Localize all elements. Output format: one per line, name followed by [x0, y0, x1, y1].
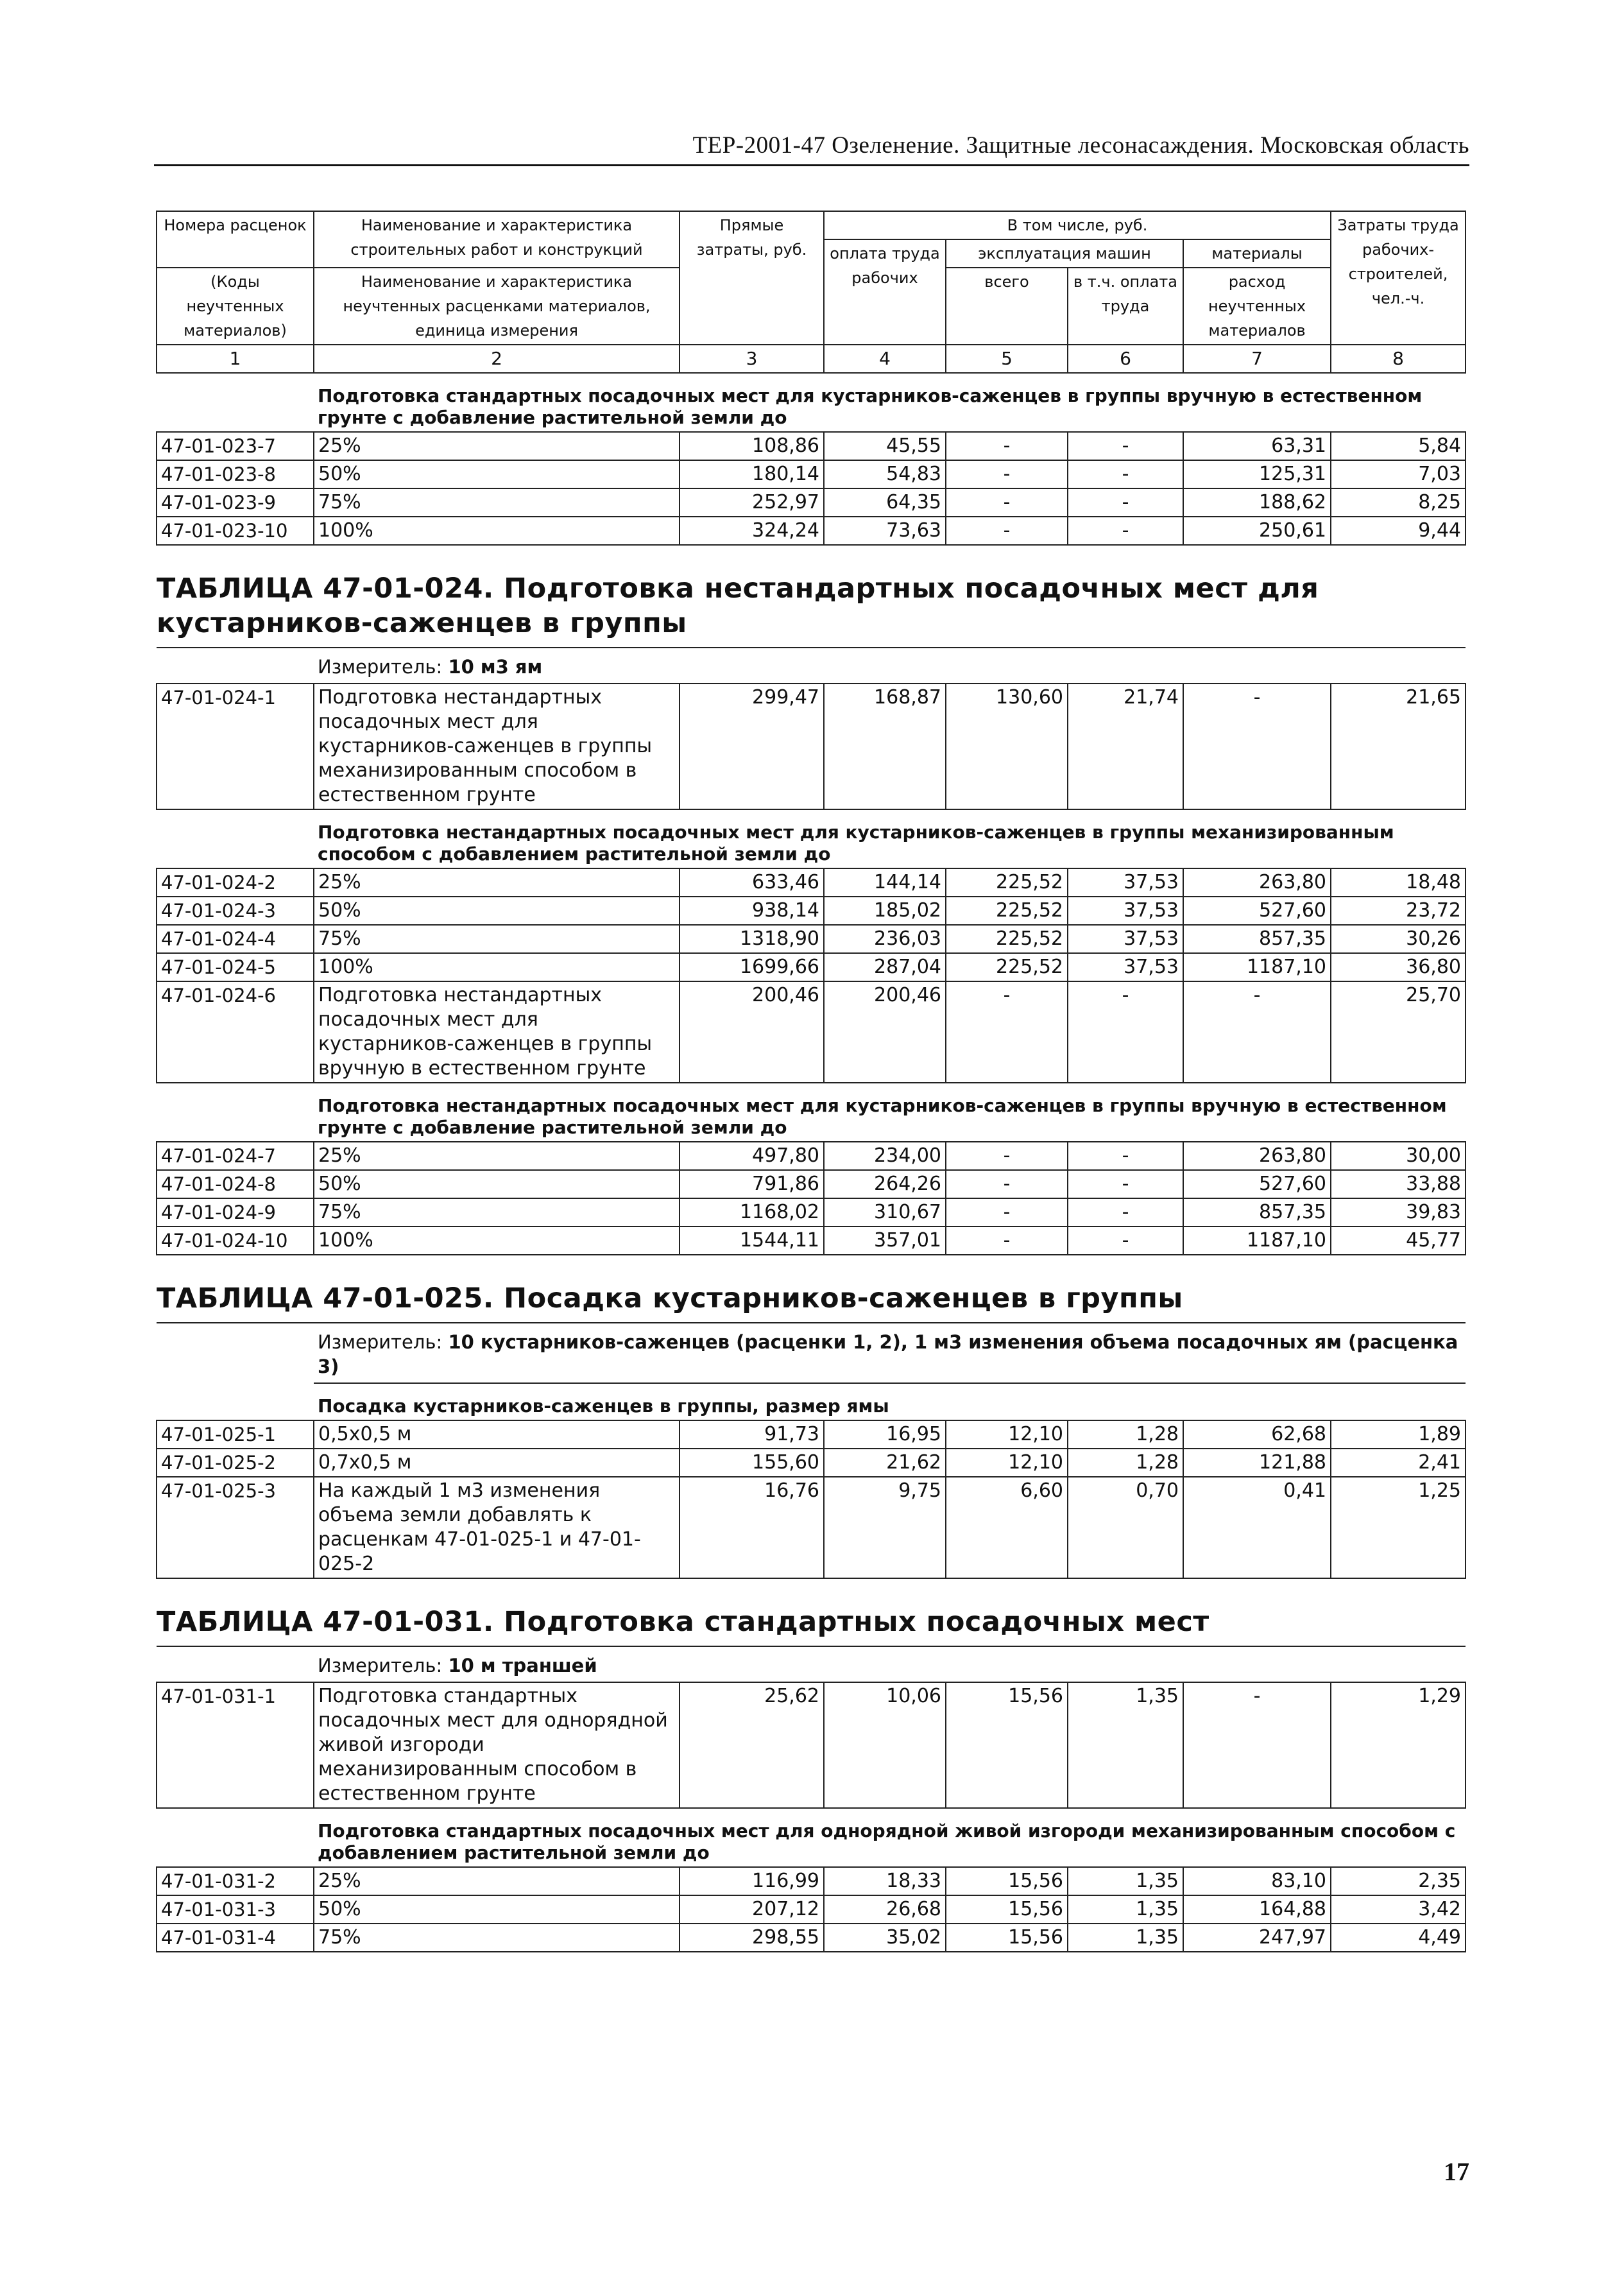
table-row [157, 868, 1466, 897]
materials-cell: 250,61 [1183, 517, 1331, 545]
rate-rows-024a [157, 868, 1466, 981]
labor-pay-cell: 264,26 [824, 1170, 946, 1198]
measure-label: Измеритель: [318, 1331, 443, 1353]
materials-cell: - [1183, 981, 1331, 1083]
labor-pay-cell: 236,03 [824, 925, 946, 953]
section-heading-text: Подготовка нестандартных посадочных мест для кустарников-саженцев в группы механизированным способом с добавлением растительной земли до [314, 809, 1466, 868]
labor-hours-cell: 21,65 [1331, 684, 1466, 809]
measure-value: 10 м траншей [448, 1655, 597, 1676]
rate-code-cell: 47-01-024-2 [157, 868, 314, 897]
page-number: 17 [1444, 2157, 1469, 2186]
labor-pay-cell: 73,63 [824, 517, 946, 545]
column-number: 7 [1183, 345, 1331, 373]
section-heading-text: Подготовка стандартных посадочных мест для кустарников-саженцев в группы вручную в естественном грунте с добавление растительной земли до [314, 373, 1466, 432]
table-title-text: ТАБЛИЦА 47-01-025. Посадка кустарников-саженцев в группы [157, 1255, 1466, 1323]
direct-costs-cell: 1544,11 [680, 1227, 824, 1255]
header-material-names: Наименование и характеристика неучтенных расценками материалов, единица измерения [314, 268, 680, 345]
machines-labor-cell: - [1068, 1170, 1183, 1198]
work-description-cell: 100% [314, 953, 680, 981]
table-row [157, 684, 1466, 809]
measure-value: 10 кустарников-саженцев (расценки 1, 2), 1 м3 изменения объема посадочных ям (расценка 3) [318, 1331, 1458, 1377]
work-description-cell: Подготовка нестандартных посадочных мест для кустарников-саженцев в группы механизированным способом в естественном грунте [314, 684, 680, 809]
table-row [157, 460, 1466, 488]
materials-cell: 857,35 [1183, 1198, 1331, 1227]
section-heading [157, 1083, 1466, 1142]
rate-code-cell: 47-01-031-1 [157, 1682, 314, 1808]
direct-costs-cell: 200,46 [680, 981, 824, 1083]
labor-hours-cell: 2,41 [1331, 1449, 1466, 1477]
machines-total-cell: 225,52 [946, 897, 1068, 925]
column-number: 8 [1331, 345, 1466, 373]
machines-labor-cell: 1,35 [1068, 1924, 1183, 1952]
rates-table [156, 211, 1466, 1952]
work-description-cell: 25% [314, 868, 680, 897]
table-row [157, 488, 1466, 517]
machines-labor-cell: 1,28 [1068, 1420, 1183, 1449]
work-description-cell: На каждый 1 м3 изменения объема земли добавлять к расценкам 47-01-025-1 и 47-01-025-2 [314, 1477, 680, 1578]
materials-cell: 63,31 [1183, 432, 1331, 460]
rate-code-cell: 47-01-023-8 [157, 460, 314, 488]
table-row [157, 1449, 1466, 1477]
labor-hours-cell: 18,48 [1331, 868, 1466, 897]
direct-costs-cell: 252,97 [680, 488, 824, 517]
work-description-cell: Подготовка стандартных посадочных мест для однорядной живой изгороди механизированным способом в естественном грунте [314, 1682, 680, 1808]
materials-cell: 62,68 [1183, 1420, 1331, 1449]
machines-total-cell: 12,10 [946, 1420, 1068, 1449]
materials-cell: - [1183, 684, 1331, 809]
column-number: 4 [824, 345, 946, 373]
table-row [157, 1420, 1466, 1449]
machines-total-cell: 6,60 [946, 1477, 1068, 1578]
measure-row [157, 1323, 1466, 1383]
header-machines: эксплуатация машин [946, 239, 1183, 268]
direct-costs-cell: 108,86 [680, 432, 824, 460]
machines-total-cell: - [946, 981, 1068, 1083]
header-materials: материалы [1183, 239, 1331, 268]
rate-code-cell: 47-01-024-7 [157, 1142, 314, 1170]
table-title-024 [157, 545, 1466, 648]
labor-hours-cell: 5,84 [1331, 432, 1466, 460]
work-description-cell: 50% [314, 1170, 680, 1198]
measure-text [314, 648, 1466, 684]
table-row [157, 981, 1466, 1083]
rate-code-cell: 47-01-024-10 [157, 1227, 314, 1255]
machines-labor-cell: 21,74 [1068, 684, 1183, 809]
machines-labor-cell: - [1068, 981, 1183, 1083]
work-description-cell: 100% [314, 1227, 680, 1255]
labor-pay-cell: 144,14 [824, 868, 946, 897]
machines-labor-cell: - [1068, 432, 1183, 460]
machines-total-cell: - [946, 488, 1068, 517]
section-heading [157, 809, 1466, 868]
machines-labor-cell: 37,53 [1068, 897, 1183, 925]
labor-pay-cell: 9,75 [824, 1477, 946, 1578]
header-material-codes: (Коды неучтенных материалов) [157, 268, 314, 345]
materials-cell: 857,35 [1183, 925, 1331, 953]
labor-pay-cell: 200,46 [824, 981, 946, 1083]
column-number: 3 [680, 345, 824, 373]
table-row [157, 1867, 1466, 1895]
table-title-025 [157, 1255, 1466, 1323]
machines-labor-cell: 0,70 [1068, 1477, 1183, 1578]
rate-rows-031 [157, 1867, 1466, 1952]
work-description-cell: 25% [314, 1142, 680, 1170]
work-description-cell: 75% [314, 1198, 680, 1227]
labor-pay-cell: 54,83 [824, 460, 946, 488]
table-row [157, 1198, 1466, 1227]
labor-pay-cell: 64,35 [824, 488, 946, 517]
labor-pay-cell: 287,04 [824, 953, 946, 981]
machines-total-cell: 15,56 [946, 1867, 1068, 1895]
section-heading [157, 1383, 1466, 1420]
labor-hours-cell: 45,77 [1331, 1227, 1466, 1255]
direct-costs-cell: 180,14 [680, 460, 824, 488]
materials-cell: 0,41 [1183, 1477, 1331, 1578]
machines-labor-cell: - [1068, 517, 1183, 545]
work-description-cell: 100% [314, 517, 680, 545]
materials-cell: 188,62 [1183, 488, 1331, 517]
rate-rows-024b [157, 1142, 1466, 1255]
rate-row-024-6 [157, 981, 1466, 1083]
work-description-cell: 75% [314, 925, 680, 953]
labor-hours-cell: 1,25 [1331, 1477, 1466, 1578]
materials-cell: 263,80 [1183, 868, 1331, 897]
table-row [157, 1477, 1466, 1578]
rate-code-cell: 47-01-023-7 [157, 432, 314, 460]
direct-costs-cell: 1168,02 [680, 1198, 824, 1227]
materials-cell: 247,97 [1183, 1924, 1331, 1952]
labor-pay-cell: 35,02 [824, 1924, 946, 1952]
labor-pay-cell: 45,55 [824, 432, 946, 460]
rate-code-cell: 47-01-024-5 [157, 953, 314, 981]
machines-total-cell: 15,56 [946, 1682, 1068, 1808]
rate-code-cell: 47-01-025-2 [157, 1449, 314, 1477]
section-heading-text: Посадка кустарников-саженцев в группы, размер ямы [314, 1383, 1466, 1420]
work-description-cell: 50% [314, 897, 680, 925]
column-number: 1 [157, 345, 314, 373]
materials-cell: 121,88 [1183, 1449, 1331, 1477]
machines-labor-cell: - [1068, 1198, 1183, 1227]
work-description-cell: 0,7х0,5 м [314, 1449, 680, 1477]
machines-total-cell: 12,10 [946, 1449, 1068, 1477]
rate-code-cell: 47-01-023-9 [157, 488, 314, 517]
table-title-text: ТАБЛИЦА 47-01-031. Подготовка стандартных посадочных мест [157, 1578, 1466, 1646]
labor-hours-cell: 25,70 [1331, 981, 1466, 1083]
machines-total-cell: 15,56 [946, 1895, 1068, 1924]
measure-label: Измеритель: [318, 1655, 443, 1676]
section-heading-text: Подготовка стандартных посадочных мест для однорядной живой изгороди механизированным способом с добавлением растительной земли до [314, 1808, 1466, 1867]
labor-hours-cell: 3,42 [1331, 1895, 1466, 1924]
labor-hours-cell: 7,03 [1331, 460, 1466, 488]
header-including: В том числе, руб. [824, 211, 1331, 239]
measure-text [314, 1646, 1466, 1682]
direct-costs-cell: 25,62 [680, 1682, 824, 1808]
table-title-031 [157, 1578, 1466, 1646]
labor-pay-cell: 18,33 [824, 1867, 946, 1895]
header-machines-total: всего [946, 268, 1068, 345]
table-title-text: ТАБЛИЦА 47-01-024. Подготовка нестандартных посадочных мест для кустарников-саженцев в группы [157, 545, 1466, 648]
labor-hours-cell: 33,88 [1331, 1170, 1466, 1198]
measure-text [314, 1323, 1466, 1383]
machines-labor-cell: 37,53 [1068, 925, 1183, 953]
direct-costs-cell: 16,76 [680, 1477, 824, 1578]
table-row [157, 1170, 1466, 1198]
direct-costs-cell: 791,86 [680, 1170, 824, 1198]
machines-labor-cell: 1,35 [1068, 1895, 1183, 1924]
table-row [157, 517, 1466, 545]
table-row [157, 432, 1466, 460]
measure-row [157, 648, 1466, 684]
labor-hours-cell: 23,72 [1331, 897, 1466, 925]
labor-pay-cell: 234,00 [824, 1142, 946, 1170]
materials-cell: - [1183, 1682, 1331, 1808]
direct-costs-cell: 91,73 [680, 1420, 824, 1449]
rate-row-031-1 [157, 1682, 1466, 1808]
column-number: 6 [1068, 345, 1183, 373]
work-description-cell: 75% [314, 488, 680, 517]
labor-hours-cell: 4,49 [1331, 1924, 1466, 1952]
table-row [157, 1142, 1466, 1170]
rate-code-cell: 47-01-024-9 [157, 1198, 314, 1227]
labor-pay-cell: 26,68 [824, 1895, 946, 1924]
machines-labor-cell: - [1068, 1142, 1183, 1170]
materials-cell: 527,60 [1183, 1170, 1331, 1198]
labor-pay-cell: 21,62 [824, 1449, 946, 1477]
machines-total-cell: 130,60 [946, 684, 1068, 809]
machines-total-cell: - [946, 1170, 1068, 1198]
materials-cell: 83,10 [1183, 1867, 1331, 1895]
direct-costs-cell: 938,14 [680, 897, 824, 925]
rate-code-cell: 47-01-031-3 [157, 1895, 314, 1924]
machines-labor-cell: 37,53 [1068, 953, 1183, 981]
labor-hours-cell: 39,83 [1331, 1198, 1466, 1227]
materials-cell: 263,80 [1183, 1142, 1331, 1170]
machines-labor-cell: 1,28 [1068, 1449, 1183, 1477]
measure-row [157, 1646, 1466, 1682]
header-rate-number: Номера расценок [157, 211, 314, 268]
machines-total-cell: - [946, 1198, 1068, 1227]
labor-pay-cell: 16,95 [824, 1420, 946, 1449]
materials-cell: 527,60 [1183, 897, 1331, 925]
labor-hours-cell: 30,26 [1331, 925, 1466, 953]
table-row [157, 1227, 1466, 1255]
header-column-numbers [157, 345, 1466, 373]
measure-label: Измеритель: [318, 656, 443, 678]
machines-total-cell: 225,52 [946, 868, 1068, 897]
direct-costs-cell: 155,60 [680, 1449, 824, 1477]
table-row [157, 1924, 1466, 1952]
work-description-cell: 25% [314, 1867, 680, 1895]
section-heading [157, 373, 1466, 432]
header-labor-costs: Затраты труда рабочих-строителей, чел.-ч. [1331, 211, 1466, 345]
machines-labor-cell: 1,35 [1068, 1867, 1183, 1895]
measure-value: 10 м3 ям [448, 656, 543, 678]
header-row-1 [157, 211, 1466, 239]
table-row [157, 953, 1466, 981]
rate-code-cell: 47-01-024-1 [157, 684, 314, 809]
direct-costs-cell: 299,47 [680, 684, 824, 809]
labor-hours-cell: 9,44 [1331, 517, 1466, 545]
labor-hours-cell: 30,00 [1331, 1142, 1466, 1170]
labor-pay-cell: 310,67 [824, 1198, 946, 1227]
machines-labor-cell: - [1068, 460, 1183, 488]
machines-labor-cell: - [1068, 488, 1183, 517]
materials-cell: 125,31 [1183, 460, 1331, 488]
header-labor-pay: оплата труда рабочих [824, 239, 946, 345]
materials-cell: 164,88 [1183, 1895, 1331, 1924]
table-row [157, 925, 1466, 953]
machines-labor-cell: 1,35 [1068, 1682, 1183, 1808]
rate-rows-025 [157, 1420, 1466, 1578]
machines-total-cell: 225,52 [946, 953, 1068, 981]
rate-code-cell: 47-01-024-4 [157, 925, 314, 953]
rate-rows-023 [157, 432, 1466, 545]
work-description-cell: 25% [314, 432, 680, 460]
direct-costs-cell: 207,12 [680, 1895, 824, 1924]
labor-pay-cell: 357,01 [824, 1227, 946, 1255]
work-description-cell: 0,5х0,5 м [314, 1420, 680, 1449]
labor-hours-cell: 1,89 [1331, 1420, 1466, 1449]
rate-row-024-1 [157, 684, 1466, 809]
machines-total-cell: - [946, 460, 1068, 488]
table-row [157, 1895, 1466, 1924]
section-heading-text: Подготовка нестандартных посадочных мест для кустарников-саженцев в группы вручную в естественном грунте с добавление растительной земли до [314, 1083, 1466, 1142]
machines-total-cell: 225,52 [946, 925, 1068, 953]
work-description-cell: 50% [314, 460, 680, 488]
work-description-cell: 50% [314, 1895, 680, 1924]
direct-costs-cell: 497,80 [680, 1142, 824, 1170]
machines-total-cell: - [946, 1142, 1068, 1170]
labor-hours-cell: 2,35 [1331, 1867, 1466, 1895]
rate-code-cell: 47-01-025-3 [157, 1477, 314, 1578]
materials-cell: 1187,10 [1183, 1227, 1331, 1255]
rate-code-cell: 47-01-024-8 [157, 1170, 314, 1198]
rate-code-cell: 47-01-023-10 [157, 517, 314, 545]
rate-code-cell: 47-01-024-6 [157, 981, 314, 1083]
direct-costs-cell: 633,46 [680, 868, 824, 897]
machines-labor-cell: - [1068, 1227, 1183, 1255]
machines-total-cell: - [946, 1227, 1068, 1255]
header-work-name: Наименование и характеристика строительных работ и конструкций [314, 211, 680, 268]
labor-hours-cell: 8,25 [1331, 488, 1466, 517]
section-heading [157, 1808, 1466, 1867]
running-header: ТЕР-2001-47 Озеленение. Защитные лесонасаждения. Московская область [154, 132, 1469, 166]
work-description-cell: 75% [314, 1924, 680, 1952]
direct-costs-cell: 1699,66 [680, 953, 824, 981]
machines-total-cell: - [946, 517, 1068, 545]
machines-labor-cell: 37,53 [1068, 868, 1183, 897]
work-description-cell: Подготовка нестандартных посадочных мест для кустарников-саженцев в группы вручную в естественном грунте [314, 981, 680, 1083]
direct-costs-cell: 116,99 [680, 1867, 824, 1895]
labor-hours-cell: 36,80 [1331, 953, 1466, 981]
column-number: 5 [946, 345, 1068, 373]
direct-costs-cell: 324,24 [680, 517, 824, 545]
materials-cell: 1187,10 [1183, 953, 1331, 981]
labor-hours-cell: 1,29 [1331, 1682, 1466, 1808]
machines-total-cell: 15,56 [946, 1924, 1068, 1952]
table-row [157, 1682, 1466, 1808]
labor-pay-cell: 185,02 [824, 897, 946, 925]
rate-code-cell: 47-01-031-2 [157, 1867, 314, 1895]
direct-costs-cell: 298,55 [680, 1924, 824, 1952]
header-direct-costs: Прямые затраты, руб. [680, 211, 824, 345]
machines-total-cell: - [946, 432, 1068, 460]
direct-costs-cell: 1318,90 [680, 925, 824, 953]
header-machines-labor: в т.ч. оплата труда [1068, 268, 1183, 345]
labor-pay-cell: 10,06 [824, 1682, 946, 1808]
header-materials-consumption: расход неучтенных материалов [1183, 268, 1331, 345]
rate-code-cell: 47-01-024-3 [157, 897, 314, 925]
rate-code-cell: 47-01-031-4 [157, 1924, 314, 1952]
column-number: 2 [314, 345, 680, 373]
table-row [157, 897, 1466, 925]
rate-code-cell: 47-01-025-1 [157, 1420, 314, 1449]
labor-pay-cell: 168,87 [824, 684, 946, 809]
